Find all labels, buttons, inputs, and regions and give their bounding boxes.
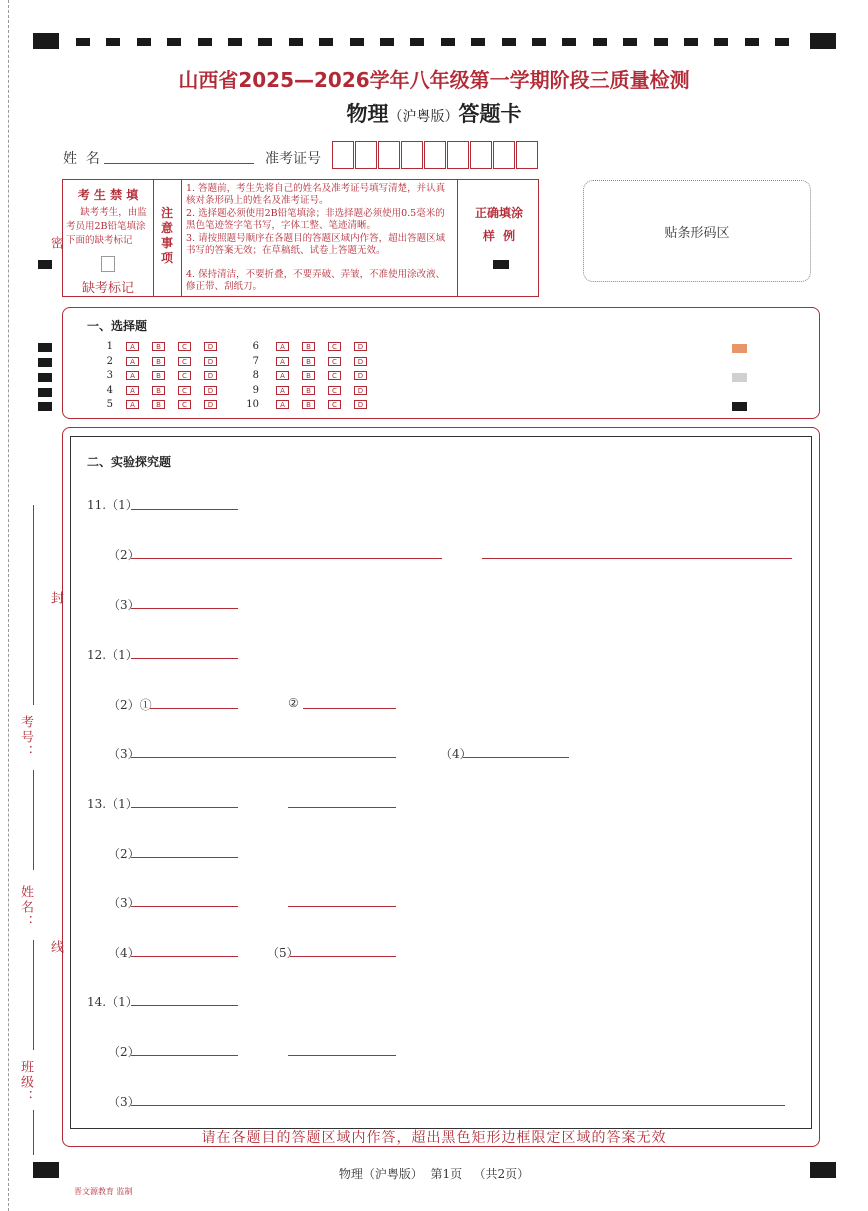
- name-side-label: 姓名：: [18, 885, 33, 930]
- mc-grid: [93, 342, 423, 414]
- answer-line[interactable]: [288, 807, 396, 808]
- name-field[interactable]: [104, 163, 254, 164]
- timing-mark: [380, 38, 394, 46]
- mc-option-bubble[interactable]: A: [126, 386, 139, 395]
- timing-mark: [410, 38, 424, 46]
- mc-option-bubble[interactable]: D: [354, 386, 367, 395]
- mc-option-bubble[interactable]: C: [328, 357, 341, 366]
- mc-option-bubble[interactable]: C: [328, 342, 341, 351]
- section-title: 一、选择题: [87, 319, 148, 333]
- timing-mark: [38, 402, 52, 411]
- timing-mark: [714, 38, 728, 46]
- timing-mark: [198, 38, 212, 46]
- mc-option-bubble[interactable]: A: [126, 342, 139, 351]
- card-title: [0, 98, 868, 128]
- mc-question-number: 7: [252, 355, 259, 367]
- mc-question-number: 9: [252, 384, 259, 396]
- timing-mark: [137, 38, 151, 46]
- absent-mark-label: 缺考标记: [81, 281, 134, 296]
- gray-mark: [732, 373, 747, 382]
- timing-mark: [38, 373, 52, 382]
- mc-option-bubble[interactable]: B: [302, 371, 315, 380]
- footer-notice: 请在各题目的答题区域内作答，超出黑色矩形边框限定区域的答案无效: [201, 1130, 667, 1146]
- exam-no-box[interactable]: [516, 141, 538, 169]
- mc-option-bubble[interactable]: A: [126, 400, 139, 409]
- mc-question-number: 4: [106, 384, 113, 396]
- timing-mark: [775, 38, 789, 46]
- timing-mark: [38, 260, 52, 269]
- exam-no-box[interactable]: [470, 141, 492, 169]
- credit: 晋文源教育 监制: [74, 1187, 133, 1196]
- q12-2-label: （2）①: [108, 698, 152, 712]
- seal-char-mi: 密: [48, 236, 63, 251]
- mc-option-bubble[interactable]: B: [302, 386, 315, 395]
- black-mark: [732, 402, 747, 411]
- answer-frame: [70, 436, 812, 1129]
- card-label: 答题卡: [458, 102, 522, 126]
- mc-option-bubble[interactable]: B: [152, 400, 165, 409]
- notice-item: 4. 保持清洁，不要折叠，不要弄破、弄皱，不准使用涂改液、修正带、刮纸刀。: [186, 269, 446, 292]
- q14-3-label: （3）: [108, 1095, 140, 1109]
- absent-mark-box[interactable]: [101, 256, 115, 272]
- corner-mark-top-right: [810, 33, 836, 49]
- q13-4-label: （4）: [108, 946, 140, 960]
- candidate-forbidden-heading: 考 生 禁 填: [77, 188, 139, 202]
- answer-line[interactable]: [131, 757, 396, 758]
- seal-char-xian: 线: [48, 940, 63, 955]
- mc-option-bubble[interactable]: D: [354, 400, 367, 409]
- notice-item: 2. 选择题必须使用2B铅笔填涂；非选择题必须使用0.5毫米的黑色笔迹签字笔书写，字体工整、笔迹清晰。: [186, 208, 445, 231]
- mc-option-bubble[interactable]: C: [328, 371, 341, 380]
- timing-mark: [167, 38, 181, 46]
- mc-question-number: 1: [106, 341, 113, 352]
- timing-mark: [350, 38, 364, 46]
- answer-line[interactable]: [131, 807, 238, 808]
- edition: （沪粤版）: [388, 109, 459, 125]
- answer-line[interactable]: [131, 857, 238, 858]
- mc-option-bubble[interactable]: A: [126, 357, 139, 366]
- page-info: 物理（沪粤版） 第1页 （共2页）: [338, 1167, 530, 1181]
- q14-2-label: （2）: [108, 1045, 140, 1059]
- mc-question-number: 10: [246, 399, 259, 410]
- exam-no-box[interactable]: [447, 141, 469, 169]
- answer-line[interactable]: [131, 608, 238, 609]
- fill-example-mark: [493, 260, 509, 269]
- fill-example-line1: 正确填涂: [474, 206, 523, 220]
- timing-mark: [228, 38, 242, 46]
- mc-option-bubble[interactable]: C: [178, 400, 191, 409]
- answer-line[interactable]: [131, 1105, 785, 1106]
- mc-option-bubble[interactable]: D: [204, 400, 217, 409]
- mc-option-bubble[interactable]: A: [126, 371, 139, 380]
- mc-question-number: 5: [106, 399, 113, 410]
- timing-marks: [76, 38, 796, 46]
- exam-no-box[interactable]: [401, 141, 423, 169]
- corner-mark-top-left: [33, 33, 59, 49]
- q12-1-label: 12.（1）: [87, 648, 138, 662]
- fill-example-line2: 样 例: [482, 229, 516, 243]
- timing-mark: [38, 358, 52, 367]
- mc-option-bubble[interactable]: B: [302, 400, 315, 409]
- timing-mark: [441, 38, 455, 46]
- mc-question-number: 8: [252, 370, 259, 381]
- mc-option-bubble[interactable]: D: [204, 342, 217, 351]
- timing-mark: [106, 38, 120, 46]
- mc-option-bubble[interactable]: C: [178, 357, 191, 366]
- q12-4-label: （4）: [440, 747, 472, 761]
- answer-line[interactable]: [482, 558, 792, 559]
- answer-line[interactable]: [131, 906, 238, 907]
- mc-option-bubble[interactable]: A: [276, 400, 289, 409]
- timing-mark: [471, 38, 485, 46]
- barcode-area: 贴条形码区: [583, 180, 811, 282]
- seal-line: [33, 770, 34, 870]
- timing-mark: [684, 38, 698, 46]
- answer-line[interactable]: [150, 708, 238, 709]
- timing-mark: [38, 343, 52, 352]
- mc-option-bubble[interactable]: C: [178, 342, 191, 351]
- mc-option-bubble[interactable]: D: [354, 371, 367, 380]
- q13-2-label: （2）: [108, 847, 140, 861]
- mc-option-bubble[interactable]: D: [204, 357, 217, 366]
- mc-option-bubble[interactable]: A: [276, 386, 289, 395]
- answer-line[interactable]: [290, 956, 396, 957]
- timing-mark: [258, 38, 272, 46]
- mc-option-bubble[interactable]: D: [204, 386, 217, 395]
- timing-mark: [38, 388, 52, 397]
- answer-line[interactable]: [288, 906, 396, 907]
- q13-1-label: 13.（1）: [87, 797, 138, 811]
- mc-option-bubble[interactable]: C: [328, 400, 341, 409]
- timing-mark: [593, 38, 607, 46]
- answer-line[interactable]: [303, 708, 396, 709]
- exam-no-box[interactable]: [355, 141, 377, 169]
- mc-option-bubble[interactable]: B: [302, 342, 315, 351]
- mc-option-bubble[interactable]: C: [178, 371, 191, 380]
- exam-no-box[interactable]: [332, 141, 354, 169]
- q12-3-label: （3）: [108, 747, 140, 761]
- mc-option-bubble[interactable]: B: [152, 342, 165, 351]
- cut-line: [8, 0, 9, 1211]
- answer-line[interactable]: [463, 757, 569, 758]
- answer-line[interactable]: [131, 558, 442, 559]
- exam-title: 山西省2025—2026学年八年级第一学期阶段三质量检测: [178, 68, 690, 92]
- exam-no-box[interactable]: [493, 141, 515, 169]
- mc-option-bubble[interactable]: B: [152, 371, 165, 380]
- answer-line[interactable]: [131, 1055, 238, 1056]
- mc-question-number: 2: [106, 355, 113, 367]
- q11-3-label: （3）: [108, 598, 140, 612]
- subject: 物理: [346, 102, 389, 126]
- notice-label: 注意事项: [161, 206, 174, 265]
- timing-mark: [745, 38, 759, 46]
- mc-question-number: 3: [106, 370, 113, 381]
- timing-mark: [319, 38, 333, 46]
- q11-2-label: （2）: [108, 548, 140, 562]
- exam-no-box[interactable]: [424, 141, 446, 169]
- timing-mark: [289, 38, 303, 46]
- q12-2b-label: ②: [288, 696, 299, 710]
- seal-char-feng: 封: [48, 591, 63, 606]
- q11-1-label: 11.（1）: [87, 498, 138, 512]
- mc-question-number: 6: [252, 341, 259, 352]
- mc-option-bubble[interactable]: B: [152, 386, 165, 395]
- notice-item: 3. 请按照题号顺序在各题目的答题区域内作答，超出答题区域书写的答案无效；在草稿纸、试卷上答题无效。: [186, 233, 446, 256]
- name-label: 姓 名: [63, 151, 100, 167]
- timing-mark: [562, 38, 576, 46]
- q13-3-label: （3）: [108, 896, 140, 910]
- timing-mark: [502, 38, 516, 46]
- mc-option-bubble[interactable]: B: [152, 357, 165, 366]
- seal-line: [33, 505, 34, 705]
- mc-option-bubble[interactable]: D: [204, 371, 217, 380]
- timing-mark: [623, 38, 637, 46]
- answer-line[interactable]: [288, 1055, 396, 1056]
- notice-item: 1. 答题前，考生先将自己的姓名及准考证号填写清楚，并认真核对条形码上的姓名及准考证号。: [186, 183, 446, 206]
- class-side-label: 班级：: [18, 1060, 33, 1105]
- exam-no-label: 准考证号: [265, 151, 321, 167]
- mc-option-bubble[interactable]: B: [302, 357, 315, 366]
- answer-line[interactable]: [131, 1005, 238, 1006]
- section-multiple-choice: [62, 307, 820, 419]
- mc-option-bubble[interactable]: A: [276, 342, 289, 351]
- mc-option-bubble[interactable]: D: [354, 342, 367, 351]
- mc-option-bubble[interactable]: D: [354, 357, 367, 366]
- timing-mark: [532, 38, 546, 46]
- answer-line[interactable]: [131, 509, 238, 510]
- info-box: [62, 179, 539, 297]
- answer-line[interactable]: [131, 658, 238, 659]
- timing-mark: [76, 38, 90, 46]
- mc-option-bubble[interactable]: C: [328, 386, 341, 395]
- seal-line: [33, 940, 34, 1050]
- q14-1-label: 14.（1）: [87, 995, 138, 1009]
- exam-no-box[interactable]: [378, 141, 400, 169]
- answer-line[interactable]: [131, 956, 238, 957]
- orange-mark: [732, 344, 747, 353]
- candidate-forbidden-text: 缺考考生，由监考员用2B铅笔填涂下面的缺考标记: [66, 207, 147, 246]
- mc-option-bubble[interactable]: C: [178, 386, 191, 395]
- mc-option-bubble[interactable]: A: [276, 357, 289, 366]
- q13-5-label: （5）: [267, 946, 299, 960]
- mc-option-bubble[interactable]: A: [276, 371, 289, 380]
- section-title: 二、实验探究题: [87, 455, 172, 469]
- exam-no-side-label: 考号：: [18, 715, 33, 760]
- timing-mark: [654, 38, 668, 46]
